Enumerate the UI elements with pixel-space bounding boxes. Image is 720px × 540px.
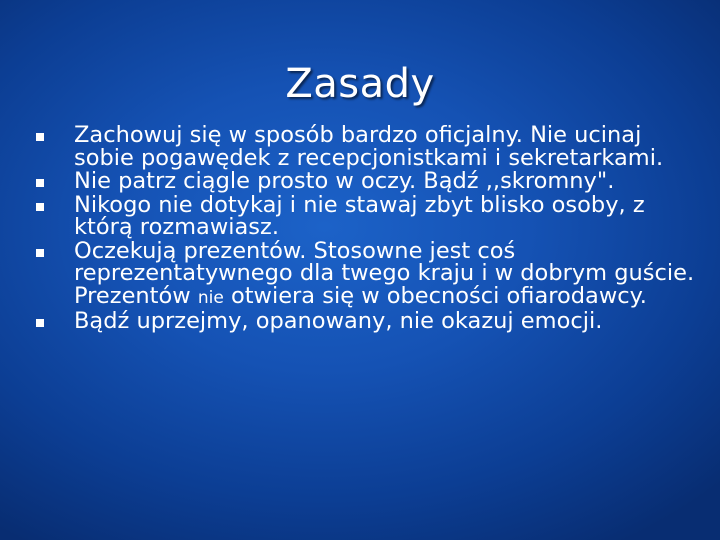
bullet-item [36,237,696,310]
bullet-text: Oczekują prezentów. Stosowne jest coś reprezentatywnego dla twego kraju i w dobrym guście. Prezentów [74,237,695,309]
bullet-item [36,310,696,333]
bullet-list [36,124,696,334]
bullet-text: Nie patrz ciągle prosto w oczy. Bądź ,,skromny". [74,168,615,194]
bullet-text: otwiera się w obecności ofiarodawcy. [223,282,647,309]
square-bullet-icon [36,319,44,327]
square-bullet-icon [36,249,44,257]
bullet-text: Zachowuj się w sposób bardzo oficjalny. Nie ucinaj sobie pogawędek z recepcjonistkami i sekretarkami. [74,122,664,171]
bullet-text: Nikogo nie dotykaj i nie stawaj zbyt blisko osoby, z którą rozmawiasz. [74,191,645,240]
square-bullet-icon [36,179,44,187]
bullet-item [36,191,696,240]
slide-title: Zasady [285,61,435,107]
square-bullet-icon [36,203,44,211]
bullet-item [36,170,696,193]
square-bullet-icon [36,133,44,141]
bullet-text: Bądź uprzejmy, opanowany, nie okazuj emocji. [74,308,603,334]
bullet-item [36,124,696,169]
bullet-text-small: nie [197,287,224,308]
